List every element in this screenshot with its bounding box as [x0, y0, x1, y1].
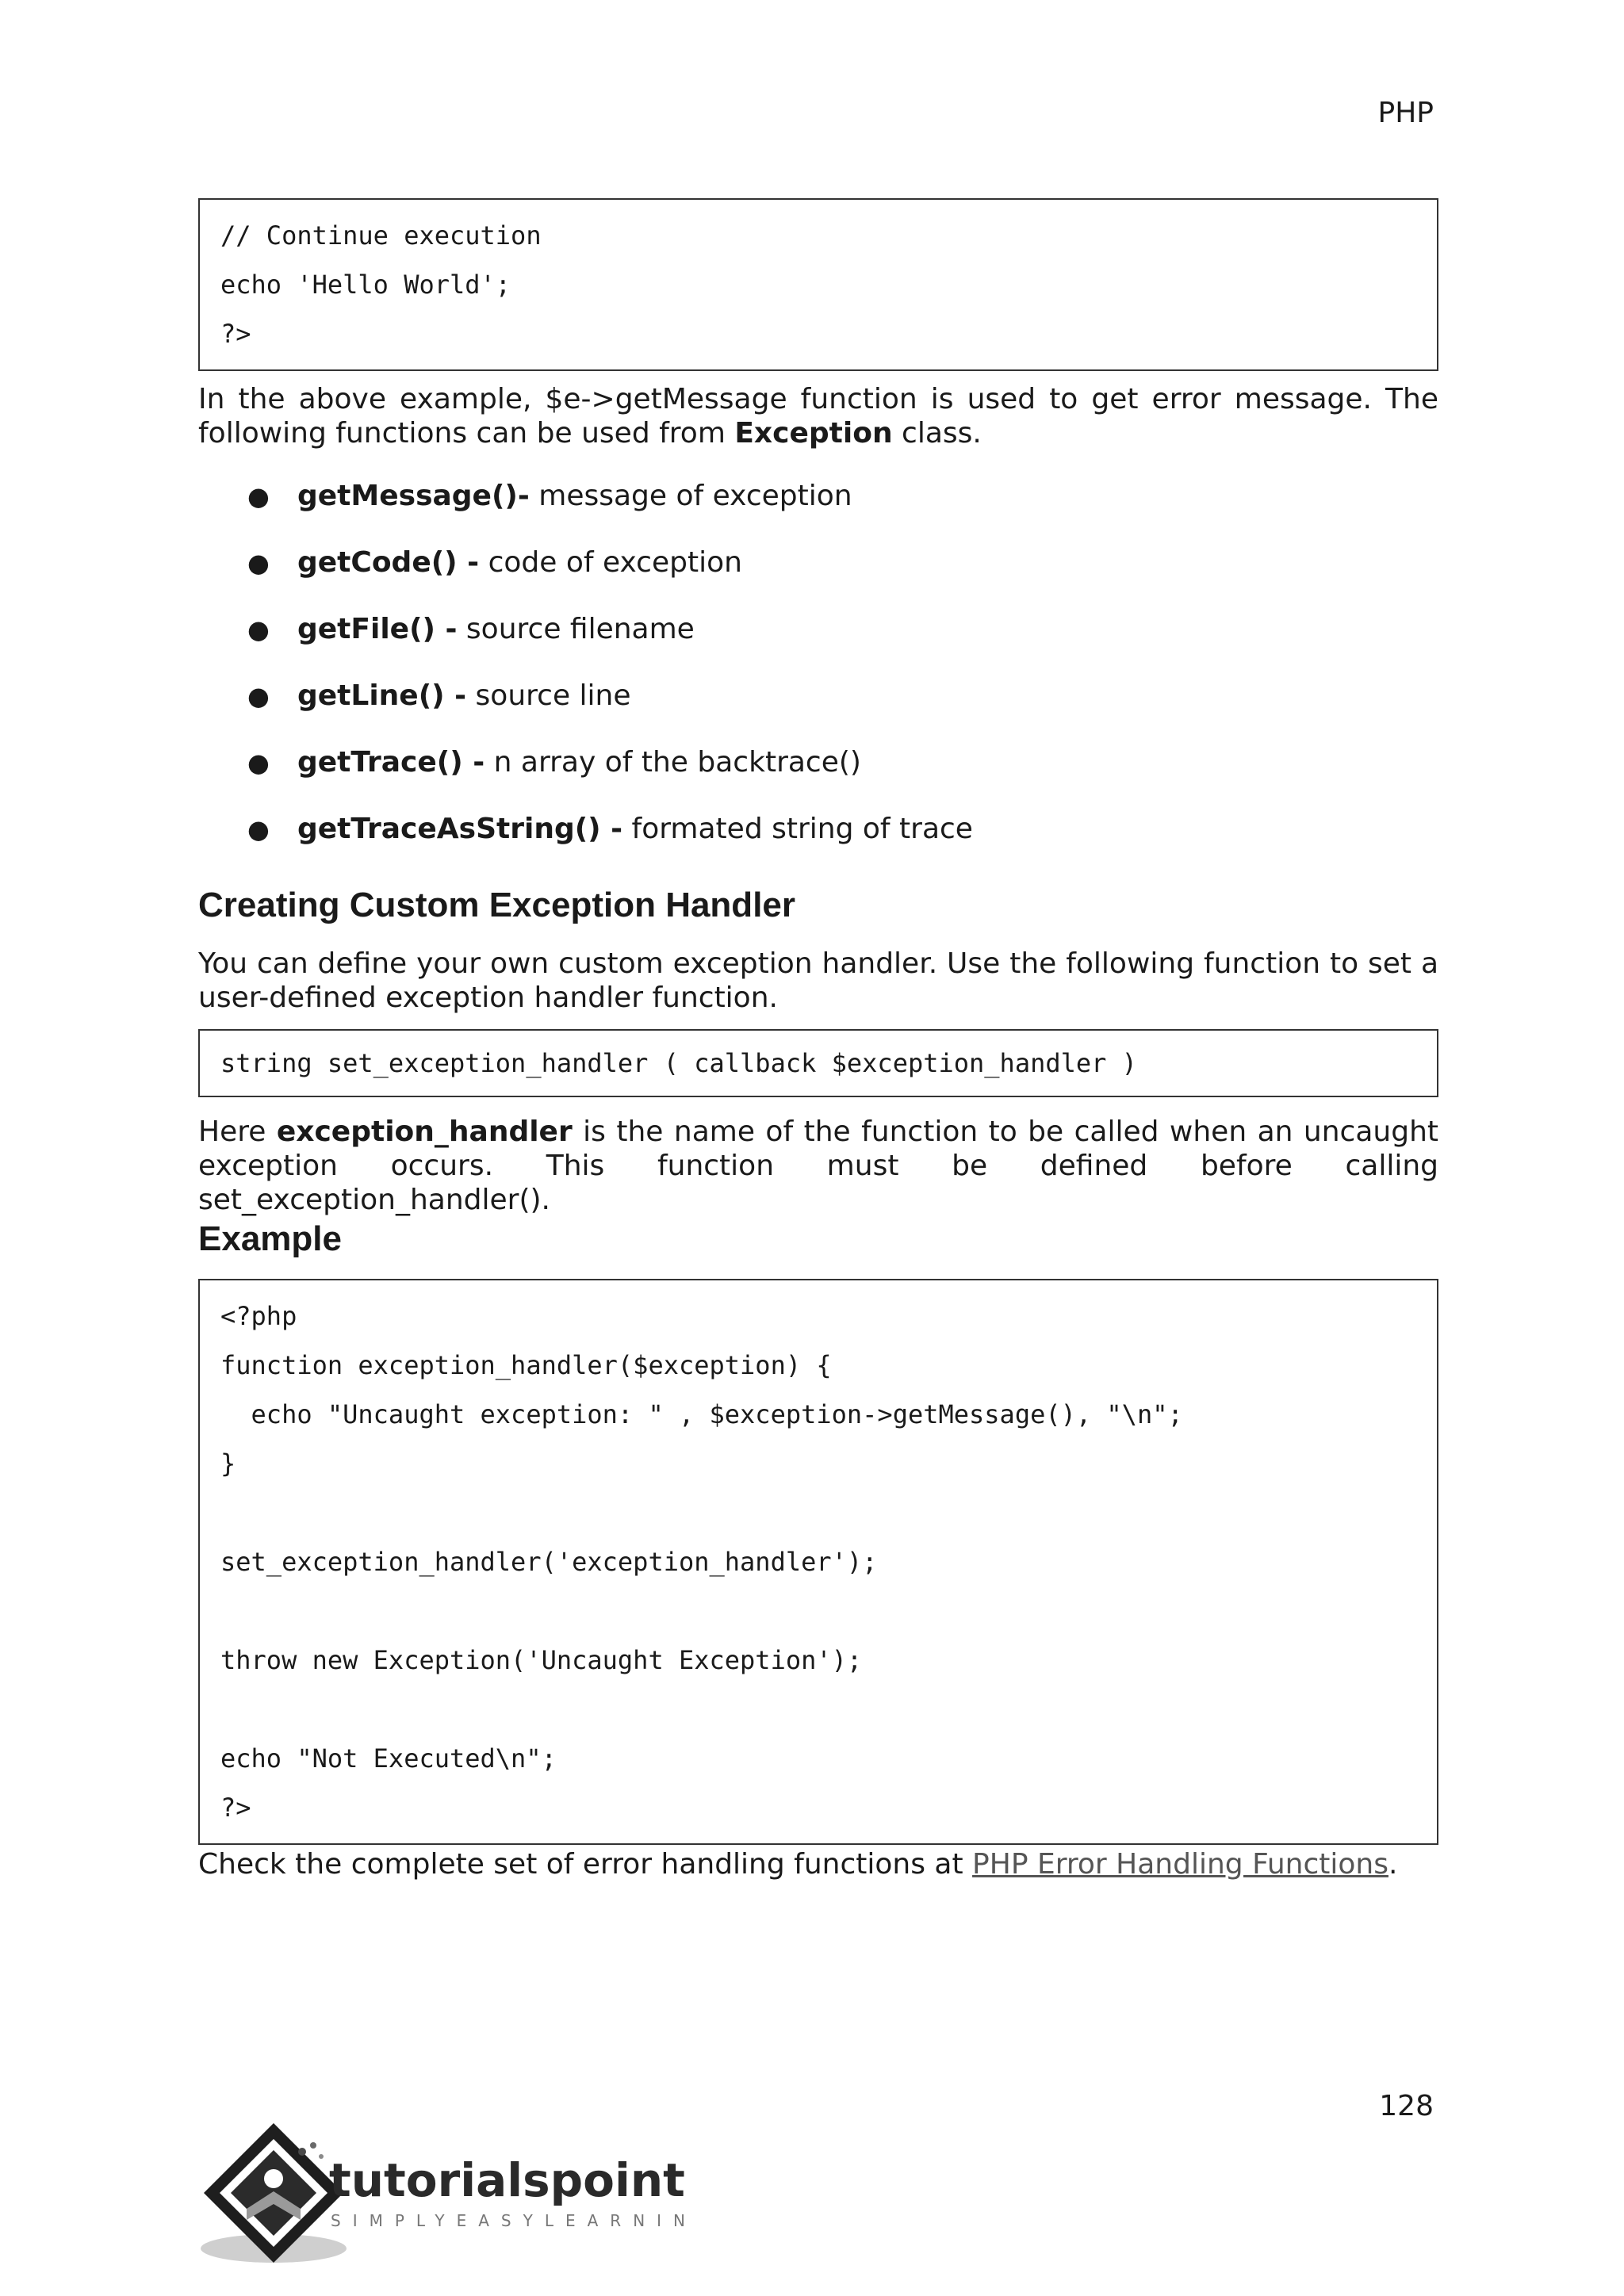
method-name: getFile() -	[297, 613, 458, 645]
logo-graphic	[194, 2115, 686, 2274]
section-heading-custom-handler: Creating Custom Exception Handler	[198, 886, 796, 924]
paragraph-text: Here	[198, 1115, 277, 1148]
code-line: }	[220, 1448, 236, 1479]
code-line	[220, 1685, 1416, 1734]
paragraph-text: class.	[892, 417, 982, 450]
method-desc: source filename	[457, 613, 695, 645]
running-header: PHP	[1377, 97, 1434, 129]
code-line: function exception_handler($exception) {	[220, 1350, 832, 1380]
bullet-icon: ●	[247, 548, 270, 578]
paragraph-check-reference	[198, 1847, 1438, 1881]
code-line: set_exception_handler('exception_handler');	[220, 1547, 878, 1577]
code-line	[220, 1586, 1416, 1636]
logo-text: tutorialspoint	[329, 2153, 685, 2207]
code-line	[220, 1488, 1416, 1537]
method-name: getTraceAsString() -	[297, 813, 623, 845]
code-line: throw new Exception('Uncaught Exception');	[220, 1645, 863, 1675]
tutorialspoint-logo	[194, 2115, 686, 2274]
list-item	[198, 539, 1438, 606]
paragraph-text: is the name of the function to be called when an uncaught exception occurs. This function must be defined before calling set_exception_handler().	[198, 1115, 1438, 1216]
method-desc: n array of the backtrace()	[485, 746, 861, 779]
code-line: echo "Uncaught exception: " , $exception->getMessage(), "\n";	[220, 1399, 1183, 1429]
paragraph-custom-handler: You can define your own custom exception handler. Use the following function to set a user-defined exception handler function.	[198, 947, 1438, 1014]
page-number: 128	[1379, 2090, 1434, 2122]
paragraph-text: In the above example, $e->getMessage function is used to get error message. The following functions can be used from	[198, 383, 1438, 450]
logo-tagline: SIMPLYEASYLEARNING	[331, 2211, 686, 2230]
code-line: // Continue execution	[220, 220, 542, 251]
method-desc: message of exception	[529, 480, 852, 512]
exception-method-list	[198, 473, 1438, 872]
code-line: string set_exception_handler ( callback $exception_handler )	[220, 1048, 1137, 1078]
bullet-icon: ●	[247, 748, 270, 778]
bullet-icon: ●	[247, 681, 270, 711]
paragraph-bold: exception_handler	[276, 1115, 573, 1148]
list-item	[198, 672, 1438, 739]
method-desc: formated string of trace	[622, 813, 973, 845]
paragraph-text: .	[1388, 1848, 1398, 1881]
list-item	[198, 739, 1438, 806]
bullet-icon: ●	[247, 614, 270, 645]
method-name: getTrace() -	[297, 746, 485, 779]
method-desc: code of exception	[479, 546, 742, 579]
code-block-example	[198, 1279, 1438, 1845]
bullet-icon: ●	[247, 481, 270, 511]
method-desc: source line	[466, 679, 631, 712]
code-block-signature	[198, 1029, 1438, 1097]
paragraph-bold: Exception	[734, 417, 893, 450]
paragraph-text: Check the complete set of error handling functions at	[198, 1848, 973, 1881]
section-heading-example: Example	[198, 1219, 342, 1258]
php-error-functions-link[interactable]: PHP Error Handling Functions	[972, 1848, 1388, 1881]
method-name: getCode() -	[297, 546, 480, 579]
list-item	[198, 473, 1438, 539]
code-line: ?>	[220, 319, 251, 349]
list-item	[198, 606, 1438, 672]
code-line: echo 'Hello World';	[220, 270, 511, 300]
code-line: <?php	[220, 1301, 297, 1331]
paragraph-exception-intro	[198, 382, 1438, 450]
list-item	[198, 806, 1438, 872]
code-line: echo "Not Executed\n";	[220, 1743, 557, 1774]
method-name: getLine() -	[297, 679, 467, 712]
code-line: ?>	[220, 1793, 251, 1823]
paragraph-handler-description	[198, 1115, 1438, 1217]
code-block-continue	[198, 198, 1438, 371]
bullet-icon: ●	[247, 814, 270, 844]
method-name: getMessage()-	[297, 480, 530, 512]
